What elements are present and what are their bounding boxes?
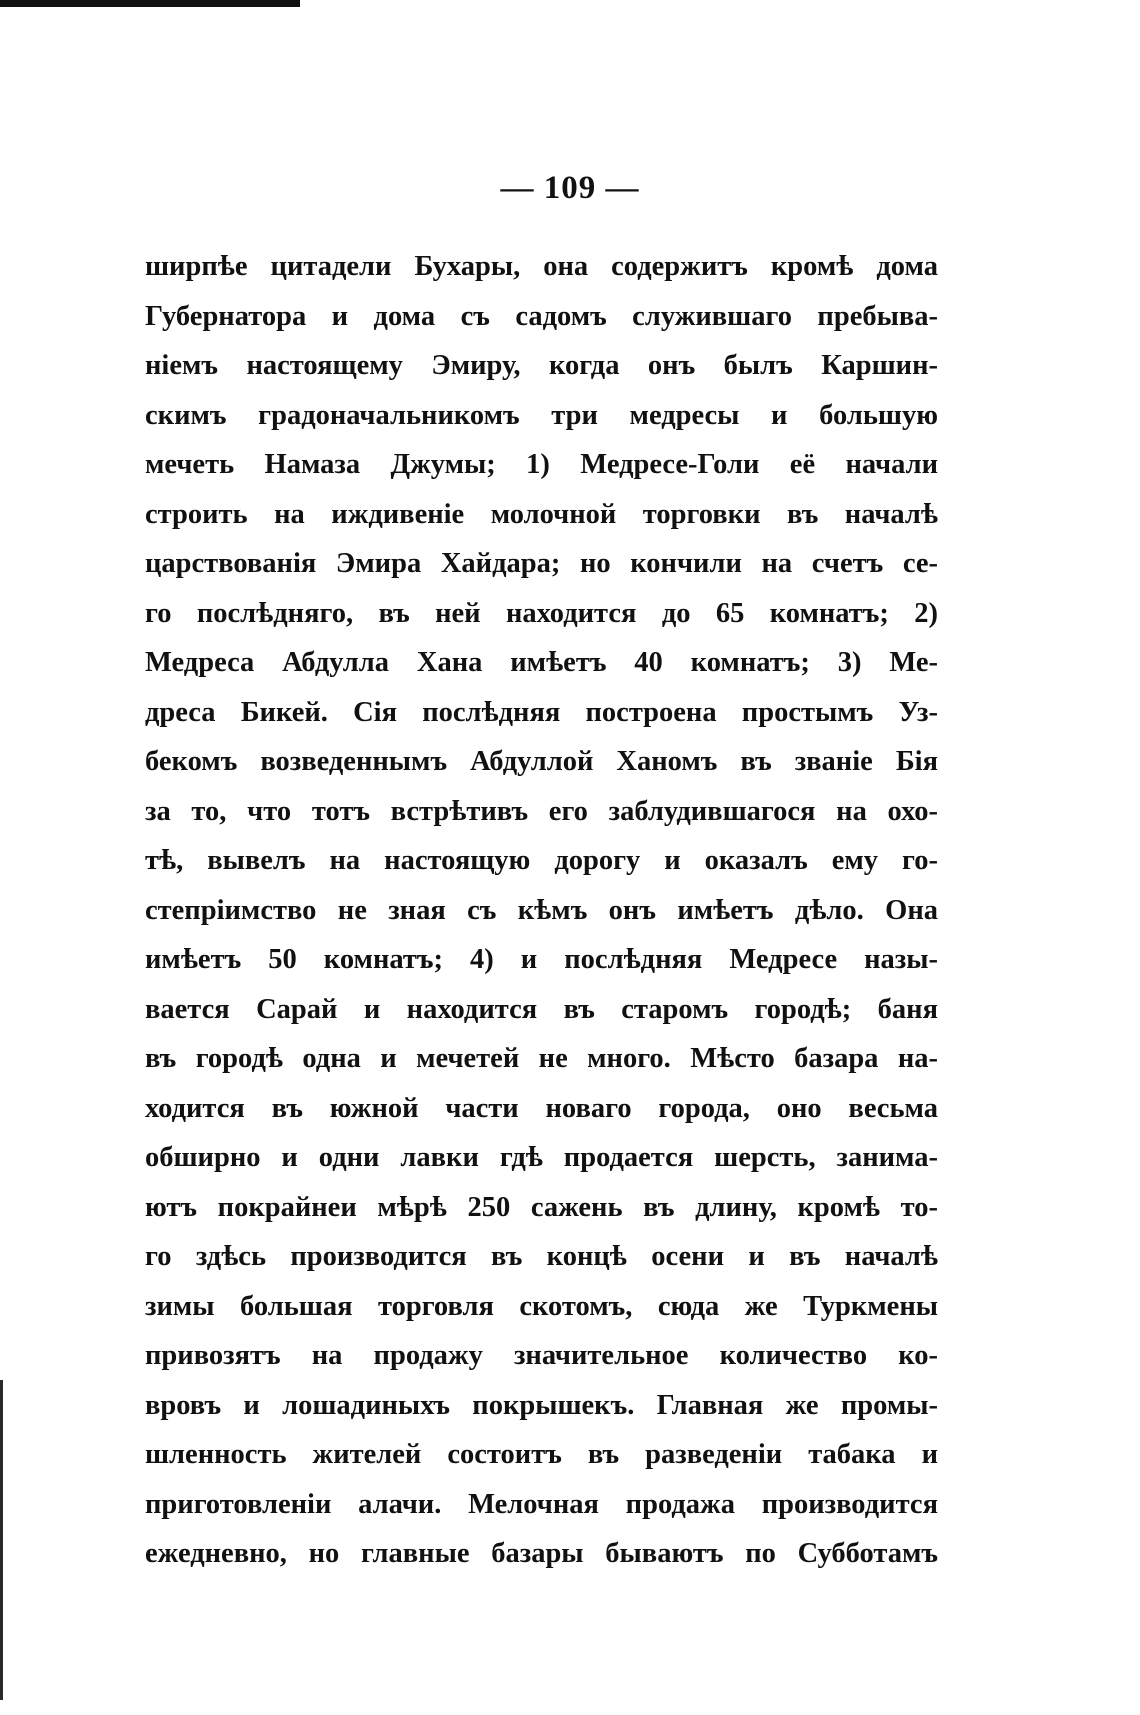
text-line: вровъ и лошадиныхъ покрышекъ. Главная же промы- [145, 1389, 938, 1421]
text-line: степріимство не зная съ кѣмъ онъ имѣетъ дѣло. Она [145, 894, 938, 926]
text-line: шленность жителей состоитъ въ разведеніи табака и [145, 1439, 938, 1470]
text-line: ходится въ южной части новаго города, оно весьма [145, 1092, 938, 1124]
text-line: дреса Бикей. Сія послѣдняя построена простымъ Уз- [145, 696, 938, 728]
text-line: го послѣдняго, въ ней находится до 65 комнатъ; 2) [145, 597, 938, 629]
text-line: бекомъ возведеннымъ Абдуллой Ханомъ въ званіе Бія [145, 746, 938, 777]
text-line: ютъ покрайнеи мѣрѣ 250 сажень въ длину, кромѣ то- [145, 1191, 938, 1223]
page-number: — 109 — [500, 170, 640, 206]
text-line: го здѣсь производится въ концѣ осени и въ началѣ [145, 1241, 938, 1272]
text-line: строить на иждивеніе молочной торговки въ началѣ [145, 498, 938, 530]
text-line: за то, что тотъ встрѣтивъ его заблудившагося на охо- [145, 795, 938, 827]
left-page-edge [0, 1380, 3, 1700]
text-line: приготовленіи алачи. Мелочная продажа производится [145, 1488, 938, 1520]
text-line: зимы большая торговля скотомъ, сюда же Туркмены [145, 1290, 938, 1322]
body-text [145, 242, 938, 1579]
text-line: мечеть Намаза Джумы; 1) Медресе-Голи её начали [145, 449, 938, 480]
text-line: вается Сарай и находится въ старомъ городѣ; баня [145, 993, 938, 1025]
text-line: тѣ, вывелъ на настоящую дорогу и оказалъ ему го- [145, 845, 938, 876]
text-line: ежедневно, но главные базары бываютъ по Субботамъ [145, 1538, 938, 1569]
text-line: имѣетъ 50 комнатъ; 4) и послѣдняя Медресе назы- [145, 944, 938, 975]
text-line: Медреса Абдулла Хана имѣетъ 40 комнатъ; 3) Ме- [145, 647, 938, 678]
text-line: Губернатора и дома съ садомъ служившаго пребыва- [145, 300, 938, 332]
text-line: ніемъ настоящему Эмиру, когда онъ былъ Каршин- [145, 350, 938, 381]
text-line: скимъ градоначальникомъ три медресы и большую [145, 399, 938, 431]
text-line: въ городѣ одна и мечетей не много. Мѣсто базара на- [145, 1043, 938, 1074]
text-line: обширно и одни лавки гдѣ продается шерсть, занима- [145, 1142, 938, 1173]
top-edge-rule [0, 0, 300, 7]
text-line: привозятъ на продажу значительное количество ко- [145, 1340, 938, 1371]
text-line: царствованія Эмира Хайдара; но кончили на счетъ се- [145, 548, 938, 579]
text-line: ширпѣе цитадели Бухары, она содержитъ кромѣ дома [145, 251, 938, 282]
